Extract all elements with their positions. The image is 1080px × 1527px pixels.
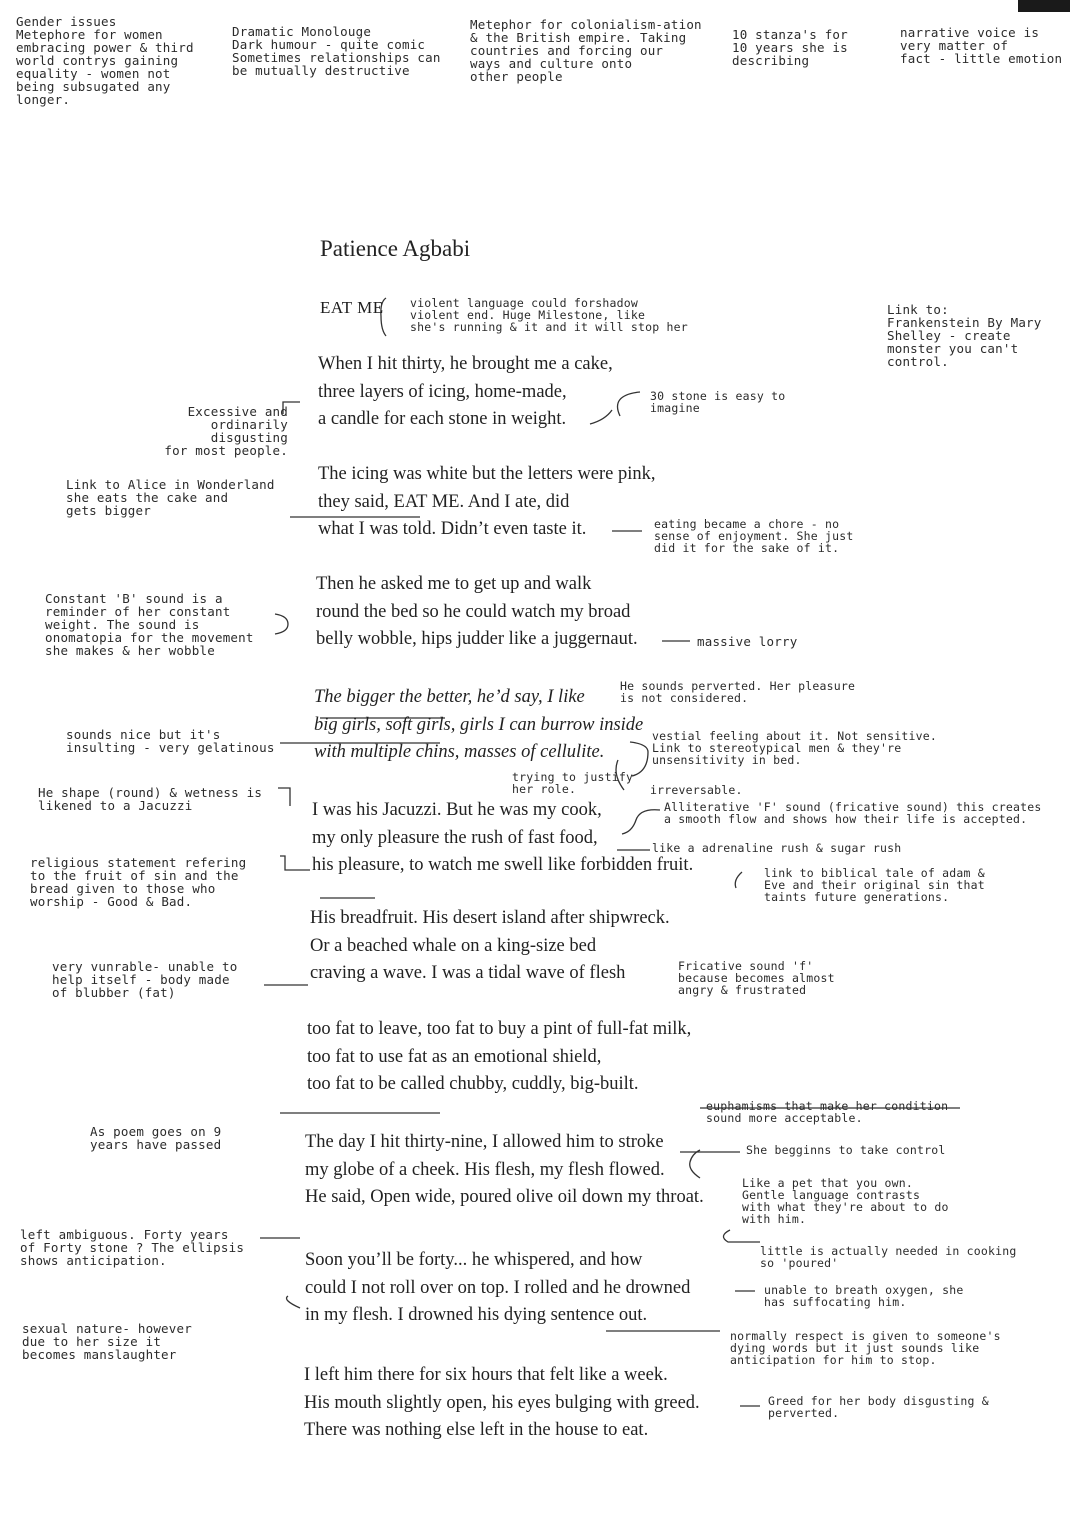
note-jacuzzi-shape: He shape (round) & wetness is likened to a Jacuzzi bbox=[38, 785, 263, 813]
poem-title bbox=[320, 298, 384, 318]
poet-name: Patience Agbabi bbox=[320, 236, 471, 261]
stanza-2 bbox=[318, 461, 656, 544]
stanza-8 bbox=[305, 1129, 704, 1212]
note-dramatic-monologue: Dramatic Monolouge Dark humour - quite comic Sometimes relationships can be mutually destructive bbox=[232, 24, 441, 78]
curve-stone bbox=[618, 392, 641, 416]
note-thirty-stone: 30 stone is easy to imagine bbox=[650, 389, 786, 415]
stanza-1 bbox=[318, 351, 613, 434]
note-colonialism: Metephor for colonialism-ation & the British empire. Taking countries and forcing our ways and culture onto other people bbox=[470, 17, 702, 84]
note-sexual-nature: sexual nature- however due to her size it becomes manslaughter bbox=[22, 1321, 192, 1362]
note-alliterative-f: Alliterative 'F' sound (fricative sound) this creates a smooth flow and shows how their life is accepted. bbox=[664, 800, 1042, 826]
note-narrative-voice: narrative voice is very matter of fact - little emotion bbox=[900, 25, 1063, 66]
note-fricative-sound: Fricative sound 'f' because becomes almost angry & frustrated bbox=[678, 959, 835, 997]
note-excessive: Excessive and ordinarily disgusting for most people. bbox=[164, 404, 288, 458]
poem-line: I was his Jacuzzi. But he was my cook, bbox=[312, 800, 602, 820]
note-irreversable: irreversable. bbox=[650, 783, 743, 797]
poem-line: they said, EAT ME. And I ate, did bbox=[318, 491, 570, 512]
curve-sexual bbox=[287, 1296, 301, 1308]
poem-line: my only pleasure the rush of fast food, bbox=[312, 827, 598, 848]
note-olive-oil: little is actually needed in cooking so 'poured' bbox=[760, 1244, 1017, 1270]
curve-pet bbox=[723, 1230, 760, 1242]
note-dying-words: normally respect is given to someone's dying words but it just sounds like anticipation for him to stop. bbox=[730, 1329, 1001, 1367]
stanza-9 bbox=[305, 1247, 690, 1330]
stanza-4 bbox=[314, 684, 643, 767]
poem-line: could I not roll over on top. I rolled and he drowned bbox=[305, 1277, 691, 1298]
poem-line: too fat to use fat as an emotional shield, bbox=[307, 1046, 602, 1067]
poem-title-text: EAT ME bbox=[320, 298, 384, 317]
poem-line: three layers of icing, home-made, bbox=[318, 381, 567, 402]
note-gender-issues: Gender issues Metephore for women embracing power & third world contrys gaining equality - women not being subsugated any longer. bbox=[16, 14, 194, 107]
note-perverted: He sounds perverted. Her pleasure is not considered. bbox=[620, 679, 856, 705]
poem-line: Soon you’ll be forty... he whispered, and how bbox=[305, 1250, 643, 1270]
poem-line: I left him there for six hours that felt like a week. bbox=[304, 1365, 668, 1385]
poem-line: His mouth slightly open, his eyes bulging with greed. bbox=[304, 1392, 700, 1413]
poem-line: in my flesh. I drowned his dying sentence out. bbox=[305, 1305, 648, 1325]
note-forty-ambiguous: left ambiguous. Forty years of Forty stone ? The ellipsis shows anticipation. bbox=[20, 1227, 245, 1268]
note-ten-stanzas: 10 stanza's for 10 years she is describing bbox=[732, 27, 848, 68]
note-takes-control: She begginns to take control bbox=[746, 1143, 946, 1157]
note-vestial-feeling: vestial feeling about it. Not sensitive. Link to stereotypical men & they're unsensitivity in bed. bbox=[652, 729, 937, 767]
note-violent-language: violent language could forshadow violent end. Huge Milestone, like she's running & it and it will stop her bbox=[410, 296, 688, 334]
poem-line: a candle for each stone in weight. bbox=[318, 409, 567, 429]
note-eating-chore: eating became a chore - no sense of enjoyment. She just did it for the sake of it. bbox=[654, 517, 854, 555]
poem-line: too fat to be called chubby, cuddly, big-built. bbox=[307, 1074, 639, 1094]
poem-line: his pleasure, to watch me swell like forbidden fruit. bbox=[312, 855, 694, 875]
poem-line: The bigger the better, he’d say, I like bbox=[314, 687, 585, 707]
note-b-sound: Constant 'B' sound is a reminder of her constant weight. The sound is onomatopia for the movement she makes & her wobble bbox=[45, 591, 254, 658]
poem-line: When I hit thirty, he brought me a cake, bbox=[318, 354, 613, 374]
poem-line: belly wobble, hips judder like a juggernaut. bbox=[316, 629, 638, 649]
note-euphamisms: euphamisms that make her condition sound more acceptable. bbox=[706, 1099, 949, 1125]
note-adrenaline-rush: like a adrenaline rush & sugar rush bbox=[652, 841, 902, 855]
stanza-3 bbox=[316, 571, 638, 654]
poem-line: There was nothing else left in the house to eat. bbox=[304, 1420, 649, 1440]
note-sounds-nice: sounds nice but it's insulting - very gelatinous bbox=[66, 727, 275, 755]
note-like-a-pet: Like a pet that you own. Gentle language contrasts with what they're about to do with him. bbox=[742, 1176, 949, 1226]
note-nine-years: As poem goes on 9 years have passed bbox=[90, 1124, 222, 1152]
note-alice-in-wonderland: Link to Alice in Wonderland she eats the cake and gets bigger bbox=[66, 477, 275, 518]
poem-line: The day I hit thirty-nine, I allowed him to stroke bbox=[305, 1132, 664, 1152]
note-greed: Greed for her body disgusting & perverted. bbox=[768, 1394, 989, 1420]
poem-line: The icing was white but the letters were pink, bbox=[318, 464, 656, 484]
poem-line: what I was told. Didn’t even taste it. bbox=[318, 519, 587, 539]
poem-line: big girls, soft girls, girls I can burrow inside bbox=[314, 714, 644, 735]
note-frankenstein: Link to: Frankenstein By Mary Shelley - create monster you can't control. bbox=[887, 302, 1042, 369]
stanza-7 bbox=[307, 1016, 691, 1099]
stanza-5 bbox=[312, 797, 693, 880]
poem-line: too fat to leave, too fat to buy a pint of full-fat milk, bbox=[307, 1019, 692, 1039]
poem-line: my globe of a cheek. His flesh, my flesh flowed. bbox=[305, 1159, 665, 1180]
note-vulnerable: very vunrable- unable to help itself - body made of blubber (fat) bbox=[52, 959, 238, 1000]
note-unable-to-breath: unable to breath oxygen, she has suffocating him. bbox=[764, 1283, 964, 1309]
note-justify-role: trying to justify her role. bbox=[512, 770, 634, 796]
note-biblical-tale: link to biblical tale of adam & Eve and their original sin that taints future generations. bbox=[764, 866, 985, 904]
poem-line: His breadfruit. His desert island after shipwreck. bbox=[310, 908, 670, 928]
poem-line: with multiple chins, masses of cellulite. bbox=[314, 742, 605, 762]
curve-biblical bbox=[735, 872, 742, 888]
note-massive-lorry: massive lorry bbox=[697, 634, 798, 649]
poem-line: Or a beached whale on a king-size bed bbox=[310, 935, 597, 956]
poem-line: craving a wave. I was a tidal wave of flesh bbox=[310, 963, 626, 983]
poem-line: round the bed so he could watch my broad bbox=[316, 601, 631, 622]
note-religious-statement: religious statement refering to the fruit of sin and the bread given to those who worship - Good & Bad. bbox=[30, 855, 247, 909]
poem-line: Then he asked me to get up and walk bbox=[316, 574, 592, 594]
poem-line: He said, Open wide, poured olive oil down my throat. bbox=[305, 1187, 704, 1207]
stanza-6 bbox=[310, 905, 670, 988]
stanza-10 bbox=[304, 1362, 700, 1445]
